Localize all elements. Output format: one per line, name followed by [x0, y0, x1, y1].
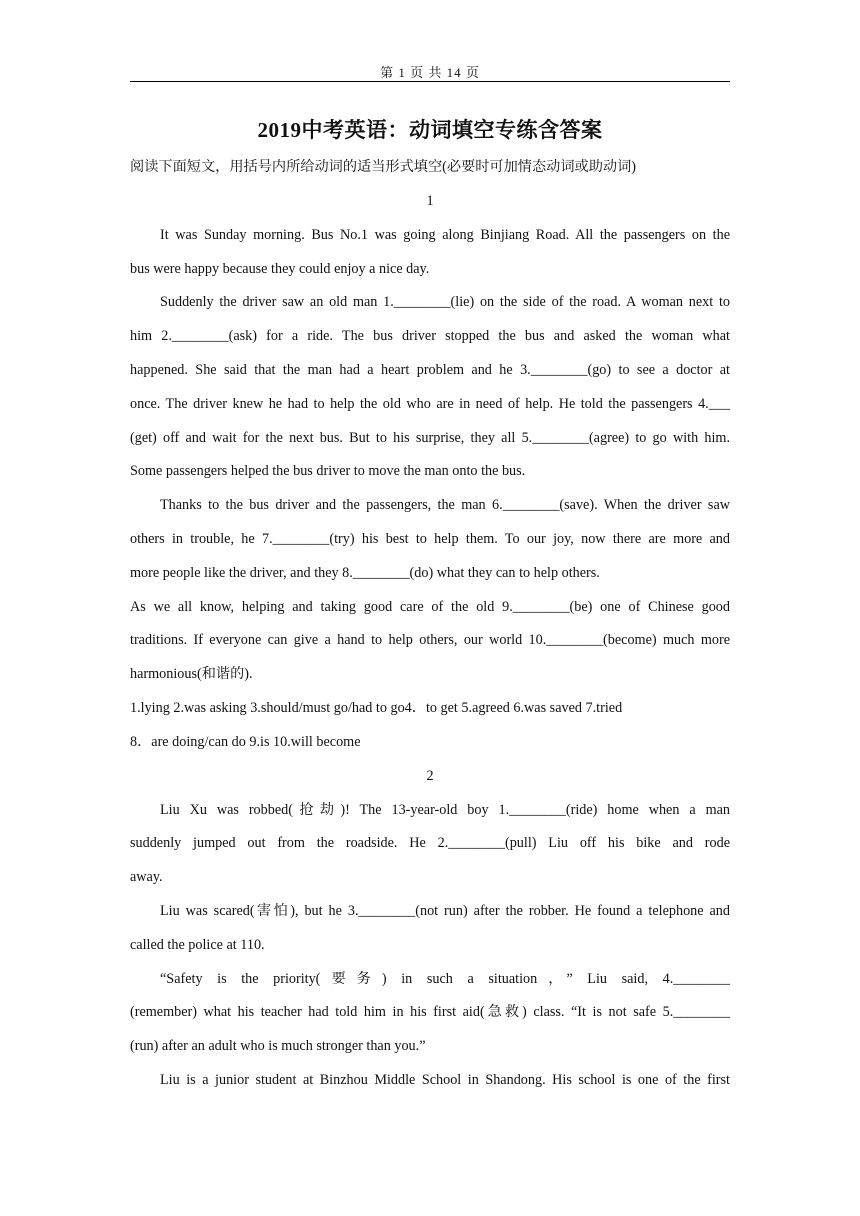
- passage-1-line: more people like the driver, and they 8.________(do) what they can to help others.: [130, 565, 600, 581]
- passage-1-line: Suddenly the driver saw an old man 1.________(lie) on the side of the road. A woman next to: [160, 294, 730, 310]
- page-indicator: 第 1 页 共 14 页: [380, 65, 480, 80]
- document-title: 2019中考英语：动词填空专练含答案: [257, 118, 603, 142]
- passage-1-line: traditions. If everyone can give a hand to help others, our world 10.________(become) much more: [130, 632, 730, 648]
- instruction-text: 阅读下面短文，用括号内所给动词的适当形式填空(必要时可加情态动词或助动词): [130, 159, 637, 175]
- passage-1-line: Some passengers helped the bus driver to move the man onto the bus.: [130, 463, 526, 479]
- passage-2-line: Liu Xu was robbed(抢劫)! The 13-year-old boy 1.________(ride) home when a man: [160, 802, 730, 818]
- passage-1-number: 1: [426, 193, 434, 209]
- header-rule: [130, 81, 730, 82]
- passage-2-line: Liu is a junior student at Binzhou Middle School in Shandong. His school is one of the first: [160, 1072, 730, 1088]
- passage-1-answers: 1.lying 2.was asking 3.should/must go/had to go4．to get 5.agreed 6.was saved 7.tried: [130, 700, 623, 716]
- passage-1-line: happened. She said that the man had a heart problem and he 3.________(go) to see a doctor at: [130, 362, 730, 378]
- passage-2-line: (run) after an adult who is much stronger than you.”: [130, 1038, 426, 1054]
- passage-1-line: (get) off and wait for the next bus. But to his surprise, they all 5.________(agree) to go with him.: [130, 430, 730, 446]
- passage-2-line: away.: [130, 869, 163, 885]
- passage-2-line: (remember) what his teacher had told him in his first aid(急救) class. “It is not safe 5.________: [130, 1004, 730, 1020]
- passage-1-line: It was Sunday morning. Bus No.1 was going along Binjiang Road. All the passengers on the: [160, 227, 730, 243]
- passage-2-line: suddenly jumped out from the roadside. He 2.________(pull) Liu off his bike and rode: [130, 835, 730, 851]
- passage-1-line: As we all know, helping and taking good care of the old 9.________(be) one of Chinese good: [130, 599, 730, 615]
- passage-2-line: Liu was scared(害怕), but he 3.________(not run) after the robber. He found a telephone and: [160, 903, 730, 919]
- passage-1-line: others in trouble, he 7.________(try) his best to help them. To our joy, now there are more and: [130, 531, 730, 547]
- passage-1-answers: 8．are doing/can do 9.is 10.will become: [130, 734, 361, 750]
- passage-2-line: called the police at 110.: [130, 937, 265, 953]
- passage-2-number: 2: [426, 768, 434, 784]
- passage-1-line: once. The driver knew he had to help the old who are in need of help. He told the passengers 4.___: [130, 396, 730, 412]
- passage-2-line: “Safety is the priority(要务) in such a situation，” Liu said, 4.________: [160, 971, 730, 987]
- passage-1-line: Thanks to the bus driver and the passengers, the man 6.________(save). When the driver saw: [160, 497, 730, 513]
- passage-1-line: bus were happy because they could enjoy a nice day.: [130, 261, 430, 277]
- passage-1-line: harmonious(和谐的).: [130, 666, 253, 682]
- passage-1-line: him 2.________(ask) for a ride. The bus driver stopped the bus and asked the woman what: [130, 328, 730, 344]
